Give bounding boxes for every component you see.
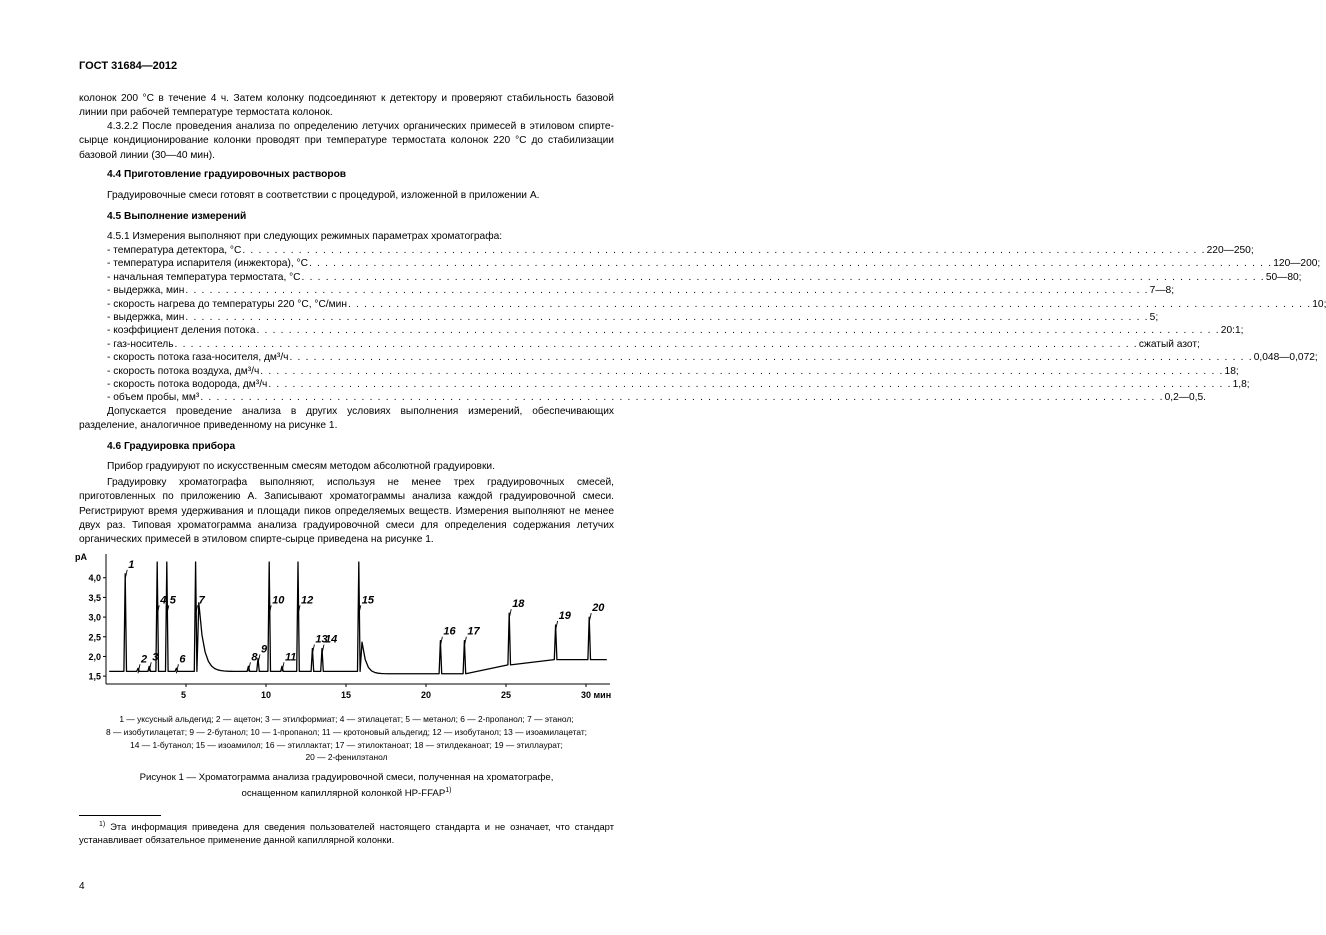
parameter-label: - скорость потока воздуха, дм³/ч — [107, 365, 260, 377]
parameter-row — [107, 298, 1326, 312]
parameter-value: сжатый азот; — [1138, 338, 1200, 350]
parameter-row — [107, 284, 1175, 298]
peak-label: 8 — [251, 651, 258, 664]
paragraph-4-3-2-2: 4.3.2.2 После проведения анализа по определению летучих органических примесей в этиловом спирте-сырце кондиционирование колонки проводят при температуре термостата колонок 220 °С до стабилизации базовой линии (30—40 мин). — [79, 121, 614, 161]
y-axis-unit: pA — [75, 552, 87, 562]
dot-leader: . . . . . . . . . . . . . . . . . . . . . . . . . . . . . . . . . . . . . . . . . . . . . . . . . . . . . . . . . . . . . . . . . . . . . . . . . . . . . . . . . . . . . . . . . . . . . . . . . . . . . . . . . . . . . . . . . . . . . . . . — [242, 245, 1206, 256]
dot-leader: . . . . . . . . . . . . . . . . . . . . . . . . . . . . . . . . . . . . . . . . . . . . . . . . . . . . . . . . . . . . . . . . . . . . . . . . . . . . . . . . . . . . . . . . . . . . . . . . . . . . . . . . . . . . . . . . . . . . . . . . — [347, 298, 1312, 310]
parameter-row — [107, 271, 1302, 285]
x-tick-label: 20 — [421, 690, 432, 700]
parameter-label: - коэффициент деления потока — [107, 325, 256, 337]
parameter-label: - скорость нагрева до температуры 220 °С, °С/мин — [107, 298, 347, 310]
figure-caption-line1: Рисунок 1 — Хроматограмма анализа градуировочной смеси, полученная на хроматографе, — [139, 772, 554, 783]
parameter-value: 120—200; — [1273, 258, 1321, 270]
x-tick-label: 5 — [181, 690, 187, 700]
footnote — [79, 818, 614, 846]
parameter-value: 10; — [1312, 298, 1326, 310]
paragraph-absolute-calibration: Прибор градуируют по искусственным смесям методом абсолютной градуировки. — [107, 461, 495, 472]
parameter-value: 20:1; — [1220, 325, 1244, 337]
section-heading-4-6: 4.6 Градуировка прибора — [107, 441, 236, 452]
parameter-label: - выдержка, мин — [107, 312, 185, 323]
parameter-row — [107, 338, 1200, 352]
peak-label: 7 — [198, 594, 205, 607]
peak-label: 4 — [160, 594, 167, 607]
peak-label: 3 — [152, 651, 159, 664]
footnote-divider — [79, 815, 161, 816]
legend-line: 20 — 2-фенилэтанол — [305, 752, 388, 763]
parameter-label: - начальная температура термостата, °С — [107, 271, 301, 283]
peak-label: 9 — [261, 643, 268, 656]
parameter-label: - температура испарителя (инжектора), °С — [107, 258, 308, 270]
y-tick-label: 3,5 — [88, 592, 101, 603]
peak-label: 5 — [169, 594, 176, 607]
parameter-value: 5; — [1149, 312, 1159, 323]
dot-leader: . . . . . . . . . . . . . . . . . . . . . . . . . . . . . . . . . . . . . . . . . . . . . . . . . . . . . . . . . . . . . . . . . . . . . . . . . . . . . . . . . . . . . . . . . . . . . . . . . . . . . . . . . . . . . . . . . . . . . . . . — [268, 379, 1232, 390]
parameter-row — [107, 391, 1206, 405]
parameter-label: - выдержка, мин — [107, 285, 185, 297]
parameter-value: 18; — [1224, 365, 1239, 377]
peak-label: 15 — [361, 594, 375, 607]
parameter-value: 50—80; — [1265, 271, 1302, 283]
peak-label: 16 — [443, 625, 456, 638]
section-heading-4-4: 4.4 Приготовление градуировочных растворов — [107, 169, 347, 180]
figure-caption-line2: оснащенном капиллярной колонкой HP-FFAP — [241, 788, 446, 800]
paragraph-4-5-1: 4.5.1 Измерения выполняют при следующих режимных параметрах хроматографа: — [107, 231, 503, 242]
peak-label: 2 — [141, 653, 148, 666]
paragraph-alternative-conditions: Допускается проведение анализа в других условиях выполнения измерений, обеспечивающих разделение, аналогичное приведенному на рисунке 1. — [79, 406, 614, 432]
paragraph-calibration-procedure: Градуировку хроматографа выполняют, используя не менее трех градуировочных смесей, приготовленных по приложению А. Записывают хроматограммы анализа каждой градуировочной смеси. Регистрируют время удерживания и площади пиков определяемых веществ. Измерения выполняют не менее двух раз. Типовая хроматограмма анализа градуировочной смеси для определения содержания летучих органических примесей в этиловом спирте-сырце приведена на рисунке 1. — [79, 477, 614, 546]
footnote-text: Эта информация приведена для сведения пользователей настоящего стандарта и не означает, что стандарт устанавливает обязательное применение данной капиллярной колонки. — [79, 821, 614, 846]
paragraph-calibration-mixtures: Градуировочные смеси готовят в соответствии с процедурой, изложенной в приложении А. — [107, 190, 540, 201]
parameter-label: - газ-носитель — [107, 338, 174, 350]
peak-label: 19 — [558, 609, 571, 622]
parameter-row — [107, 311, 1159, 325]
parameter-label: - скорость потока газа-носителя, дм³/ч — [107, 352, 289, 364]
caption-superscript: 1) — [445, 787, 452, 794]
dot-leader: . . . . . . . . . . . . . . . . . . . . . . . . . . . . . . . . . . . . . . . . . . . . . . . . . . . . . . . . . . . . . . . . . . . . . . . . . . . . . . . . . . . . . . . . . . . . . . . . . . . . . . . . . . . . . . . . . . . . . . . . — [185, 312, 1149, 323]
paragraph-continuation: колонок 200 °С в течение 4 ч. Затем колонку подсоединяют к детектору и проверяют стабильность базовой линии при рабочей температуре термостата колонок. — [79, 93, 614, 119]
parameter-row — [107, 365, 1239, 379]
peak-label: 10 — [272, 594, 285, 607]
y-tick-label: 4,0 — [88, 573, 101, 584]
legend-line: 8 — изобутилацетат; 9 — 2-бутанол; 10 — 1-пропанол; 11 — кротоновый альдегид; 12 — изобутанол; 13 — изоамилацетат; — [105, 726, 588, 737]
x-tick-label: 30 мин — [581, 690, 612, 700]
parameter-value: 7—8; — [1149, 285, 1175, 297]
section-heading-4-5: 4.5 Выполнение измерений — [107, 211, 247, 222]
y-tick-label: 2,0 — [88, 651, 101, 662]
parameter-value: 0,2—0,5. — [1164, 392, 1206, 404]
document-header: ГОСТ 31684—2012 — [79, 60, 178, 72]
x-tick-label: 25 — [501, 690, 512, 700]
parameter-row — [107, 257, 1321, 271]
x-tick-label: 15 — [341, 690, 352, 700]
y-tick-label: 1,5 — [88, 671, 101, 682]
figure-caption — [79, 771, 614, 800]
legend-line: 14 — 1-бутанол; 15 — изоамилол; 16 — этиллактат; 17 — этилоктаноат; 18 — этилдеканоат; 19 — этиллаурат; — [130, 739, 563, 750]
parameter-row — [107, 324, 1244, 338]
peak-label: 14 — [325, 633, 338, 646]
dot-leader: . . . . . . . . . . . . . . . . . . . . . . . . . . . . . . . . . . . . . . . . . . . . . . . . . . . . . . . . . . . . . . . . . . . . . . . . . . . . . . . . . . . . . . . . . . . . . . . . . . . . . . . . . . . . . . . . . . . . . . . . — [301, 271, 1265, 283]
chart-legend — [79, 713, 614, 764]
dot-leader: . . . . . . . . . . . . . . . . . . . . . . . . . . . . . . . . . . . . . . . . . . . . . . . . . . . . . . . . . . . . . . . . . . . . . . . . . . . . . . . . . . . . . . . . . . . . . . . . . . . . . . . . . . . . . . . . . . . . . . . . — [185, 285, 1149, 297]
peak-label: 1 — [128, 558, 135, 571]
parameter-row — [107, 244, 1254, 258]
chromatogram-chart — [70, 548, 620, 708]
peak-label: 20 — [592, 602, 605, 615]
parameter-label: - температура детектора, °С — [107, 245, 242, 256]
parameter-value: 0,048—0,072; — [1253, 352, 1318, 364]
dot-leader: . . . . . . . . . . . . . . . . . . . . . . . . . . . . . . . . . . . . . . . . . . . . . . . . . . . . . . . . . . . . . . . . . . . . . . . . . . . . . . . . . . . . . . . . . . . . . . . . . . . . . . . . . . . . . . . . . . . . . . . . — [200, 392, 1164, 404]
peak-label: 11 — [285, 651, 297, 664]
x-tick-label: 10 — [261, 690, 272, 700]
parameter-label: - скорость потока водорода, дм³/ч — [107, 379, 268, 390]
peak-label: 17 — [467, 625, 480, 638]
dot-leader: . . . . . . . . . . . . . . . . . . . . . . . . . . . . . . . . . . . . . . . . . . . . . . . . . . . . . . . . . . . . . . . . . . . . . . . . . . . . . . . . . . . . . . . . . . . . . . . . . . . . . . . . . . . . . . . . . . . . . . . . — [260, 365, 1224, 377]
parameter-value: 220—250; — [1206, 245, 1254, 256]
peak-label: 12 — [301, 594, 314, 607]
dot-leader: . . . . . . . . . . . . . . . . . . . . . . . . . . . . . . . . . . . . . . . . . . . . . . . . . . . . . . . . . . . . . . . . . . . . . . . . . . . . . . . . . . . . . . . . . . . . . . . . . . . . . . . . . . . . . . . . . . . . . . . . — [256, 325, 1220, 337]
dot-leader: . . . . . . . . . . . . . . . . . . . . . . . . . . . . . . . . . . . . . . . . . . . . . . . . . . . . . . . . . . . . . . . . . . . . . . . . . . . . . . . . . . . . . . . . . . . . . . . . . . . . . . . . . . . . . . . . . . . . . . . . — [289, 352, 1253, 364]
peak-label: 13 — [315, 633, 328, 646]
page-number: 4 — [79, 881, 85, 892]
parameter-label: - объем пробы, мм³ — [107, 392, 200, 404]
parameter-row — [107, 378, 1250, 392]
peak-label: 18 — [512, 598, 525, 611]
y-tick-label: 3,0 — [88, 612, 101, 623]
parameter-row — [107, 351, 1318, 365]
peak-label: 6 — [179, 653, 186, 666]
footnote-mark: 1) — [99, 821, 106, 828]
parameter-value: 1,8; — [1232, 379, 1250, 390]
dot-leader: . . . . . . . . . . . . . . . . . . . . . . . . . . . . . . . . . . . . . . . . . . . . . . . . . . . . . . . . . . . . . . . . . . . . . . . . . . . . . . . . . . . . . . . . . . . . . . . . . . . . . . . . . . . . . . . . . . . . . . . . — [308, 258, 1273, 270]
y-tick-label: 2,5 — [88, 632, 101, 643]
dot-leader: . . . . . . . . . . . . . . . . . . . . . . . . . . . . . . . . . . . . . . . . . . . . . . . . . . . . . . . . . . . . . . . . . . . . . . . . . . . . . . . . . . . . . . . . . . . . . . . . . . . . . . . . . . . . . . . . . . . . . . . . — [174, 338, 1138, 350]
legend-line: 1 — уксусный альдегид; 2 — ацетон; 3 — этилформиат; 4 — этилацетат; 5 — метанол; 6 — 2-пропанол; 7 — этанол; — [119, 714, 574, 724]
